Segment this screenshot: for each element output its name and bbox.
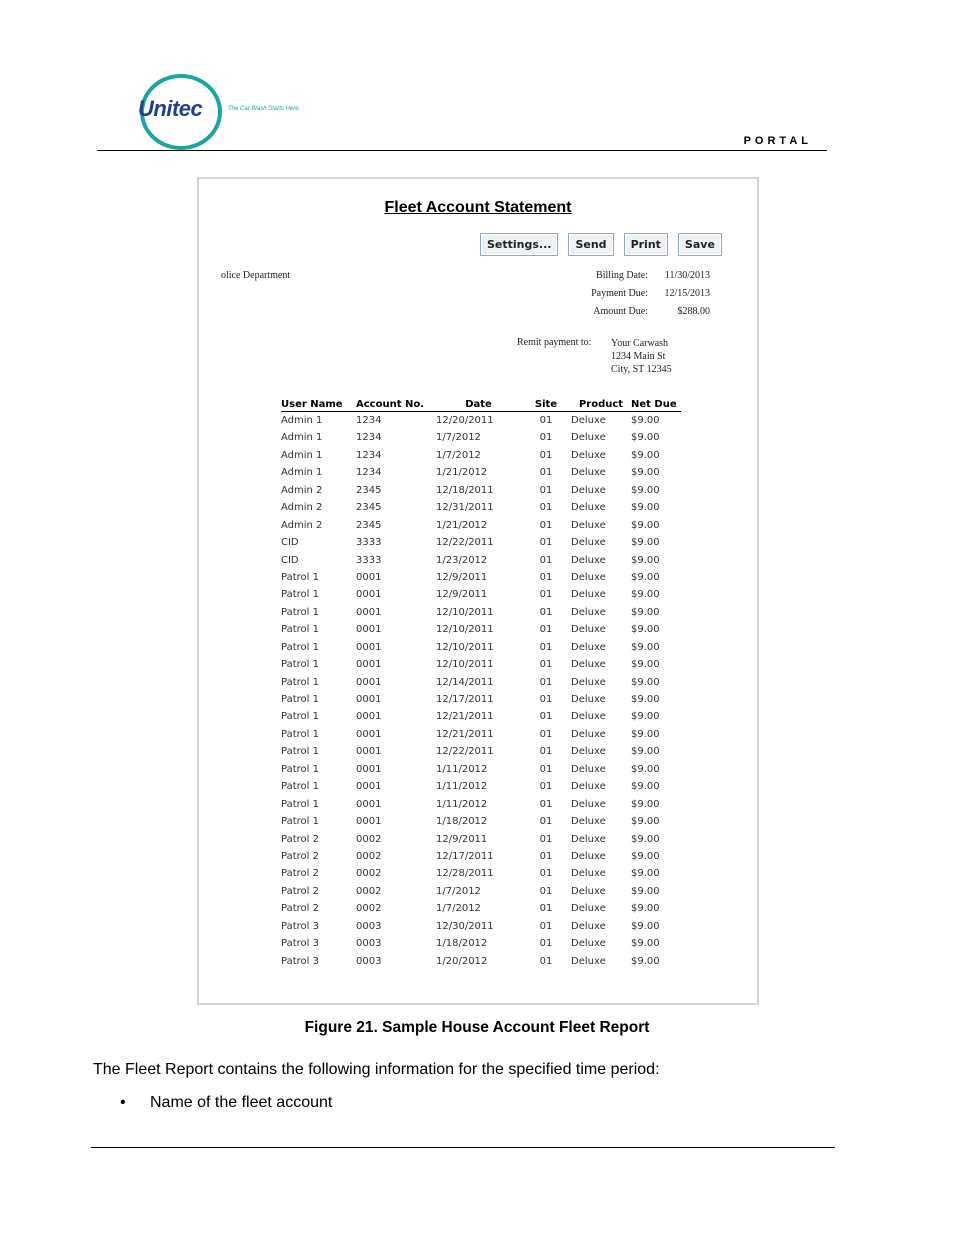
- cell-date: 12/10/2011: [436, 606, 494, 618]
- cell-site: 01: [539, 449, 553, 461]
- header-portal-label: PORTAL: [743, 135, 812, 147]
- transactions-table: [281, 399, 681, 970]
- table-row: [281, 499, 681, 516]
- cell-site: 01: [539, 624, 553, 636]
- cell-user-name: Admin 1: [281, 449, 323, 461]
- cell-net-due: $9.00: [631, 694, 660, 705]
- cell-date: 12/9/2011: [436, 571, 488, 583]
- cell-product: Deluxe: [571, 694, 606, 705]
- cell-site: 01: [539, 711, 553, 723]
- bullet-marker: •: [120, 1094, 126, 1111]
- cell-site: 01: [539, 502, 553, 514]
- table-row: [281, 447, 681, 464]
- cell-net-due: $9.00: [631, 641, 660, 653]
- cell-product: Deluxe: [571, 711, 606, 723]
- cell-net-due: $9.00: [631, 763, 660, 775]
- cell-site: 01: [539, 763, 553, 775]
- cell-site: 01: [539, 676, 553, 688]
- cell-date: 12/10/2011: [436, 641, 494, 653]
- cell-site: 01: [539, 728, 553, 740]
- cell-account-no: 0001: [356, 694, 382, 705]
- cell-date: 12/21/2011: [436, 711, 494, 723]
- cell-account-no: 0001: [356, 589, 382, 601]
- cell-account-no: 0001: [356, 711, 382, 723]
- cell-site: 01: [539, 432, 553, 444]
- cell-net-due: $9.00: [631, 449, 660, 461]
- cell-net-due: $9.00: [631, 606, 660, 618]
- cell-user-name: Patrol 1: [281, 676, 319, 688]
- cell-net-due: $9.00: [631, 798, 660, 810]
- cell-account-no: 0002: [356, 885, 382, 897]
- cell-date: 12/22/2011: [436, 537, 494, 549]
- cell-site: 01: [539, 554, 553, 566]
- cell-site: 01: [539, 833, 553, 845]
- payment-due-label: Payment Due:: [591, 288, 648, 299]
- billing-date-value: 11/30/2013: [664, 270, 710, 281]
- cell-user-name: Patrol 2: [281, 885, 319, 897]
- cell-date: 1/7/2012: [436, 885, 481, 897]
- cell-site: 01: [539, 850, 553, 862]
- cell-date: 12/9/2011: [436, 833, 488, 845]
- cell-site: 01: [539, 519, 553, 531]
- cell-date: 1/11/2012: [436, 763, 488, 775]
- col-site: Site: [534, 399, 558, 410]
- cell-net-due: $9.00: [631, 781, 660, 793]
- cell-net-due: $9.00: [631, 571, 660, 583]
- send-button[interactable]: Send: [568, 233, 613, 256]
- cell-product: Deluxe: [571, 449, 606, 461]
- cell-net-due: $9.00: [631, 484, 660, 496]
- footer-divider: [91, 1147, 835, 1148]
- cell-user-name: Patrol 2: [281, 833, 319, 845]
- billing-date-row: [559, 270, 710, 288]
- cell-date: 1/21/2012: [436, 467, 488, 479]
- cell-site: 01: [539, 920, 553, 932]
- table-row: [281, 935, 681, 952]
- amount-due-label: Amount Due:: [593, 306, 648, 317]
- cell-product: Deluxe: [571, 571, 606, 583]
- cell-user-name: Patrol 1: [281, 606, 319, 618]
- cell-net-due: $9.00: [631, 938, 660, 950]
- cell-user-name: CID: [281, 537, 299, 549]
- cell-site: 01: [539, 484, 553, 496]
- cell-user-name: Patrol 2: [281, 903, 319, 915]
- remit-address-line: City, ST 12345: [611, 364, 672, 375]
- cell-account-no: 3333: [356, 554, 382, 566]
- cell-account-no: 0001: [356, 641, 382, 653]
- cell-site: 01: [539, 868, 553, 880]
- table-row: [281, 586, 681, 603]
- cell-account-no: 0002: [356, 833, 382, 845]
- cell-product: Deluxe: [571, 537, 606, 549]
- table-row: [281, 848, 681, 865]
- table-row: [281, 865, 681, 882]
- cell-date: 12/18/2011: [436, 484, 494, 496]
- cell-account-no: 3333: [356, 537, 382, 549]
- cell-net-due: $9.00: [631, 624, 660, 636]
- cell-site: 01: [539, 903, 553, 915]
- table-row: [281, 656, 681, 673]
- remit-address-line: Your Carwash: [611, 338, 669, 349]
- cell-site: 01: [539, 694, 553, 705]
- statement-toolbar: [480, 233, 722, 256]
- cell-user-name: Patrol 3: [281, 955, 319, 967]
- cell-account-no: 0002: [356, 850, 382, 862]
- table-row: [281, 604, 681, 621]
- cell-user-name: Patrol 1: [281, 624, 319, 636]
- cell-user-name: Patrol 1: [281, 798, 319, 810]
- cell-user-name: Patrol 1: [281, 816, 319, 828]
- cell-user-name: Patrol 1: [281, 694, 319, 705]
- cell-site: 01: [539, 641, 553, 653]
- cell-site: 01: [539, 798, 553, 810]
- remit-label: Remit payment to:: [517, 337, 592, 348]
- cell-user-name: Patrol 1: [281, 746, 319, 758]
- cell-user-name: Patrol 3: [281, 938, 319, 950]
- logo-tagline: The Car Wash Starts Here.: [228, 106, 301, 112]
- cell-product: Deluxe: [571, 606, 606, 618]
- cell-site: 01: [539, 955, 553, 967]
- cell-net-due: $9.00: [631, 711, 660, 723]
- col-user-name: User Name: [281, 399, 343, 410]
- cell-product: Deluxe: [571, 781, 606, 793]
- table-row: [281, 621, 681, 638]
- cell-date: 1/21/2012: [436, 519, 488, 531]
- cell-account-no: 0003: [356, 938, 382, 950]
- table-row: [281, 743, 681, 760]
- cell-net-due: $9.00: [631, 728, 660, 740]
- table-header: [281, 399, 681, 412]
- cell-user-name: Patrol 1: [281, 711, 319, 723]
- cell-product: Deluxe: [571, 641, 606, 653]
- cell-product: Deluxe: [571, 589, 606, 601]
- cell-user-name: Admin 1: [281, 467, 323, 479]
- table-row: [281, 726, 681, 743]
- cell-user-name: Patrol 1: [281, 571, 319, 583]
- cell-net-due: $9.00: [631, 415, 660, 426]
- cell-date: 1/20/2012: [436, 955, 488, 967]
- cell-date: 12/17/2011: [436, 694, 494, 705]
- cell-date: 12/17/2011: [436, 850, 494, 862]
- cell-net-due: $9.00: [631, 746, 660, 758]
- col-date: Date: [465, 399, 492, 410]
- cell-site: 01: [539, 816, 553, 828]
- cell-site: 01: [539, 415, 553, 426]
- cell-date: 12/31/2011: [436, 502, 494, 514]
- cell-date: 1/7/2012: [436, 903, 481, 915]
- cell-product: Deluxe: [571, 484, 606, 496]
- cell-product: Deluxe: [571, 746, 606, 758]
- amount-due-value: $288.00: [677, 306, 710, 317]
- table-row: [281, 552, 681, 569]
- cell-user-name: CID: [281, 554, 299, 566]
- cell-product: Deluxe: [571, 415, 606, 426]
- table-row: [281, 953, 681, 970]
- cell-account-no: 0001: [356, 763, 382, 775]
- cell-net-due: $9.00: [631, 537, 660, 549]
- cell-user-name: Admin 2: [281, 484, 323, 496]
- cell-user-name: Admin 1: [281, 432, 323, 444]
- cell-product: Deluxe: [571, 833, 606, 845]
- table-row: [281, 796, 681, 813]
- cell-account-no: 1234: [356, 467, 382, 479]
- cell-user-name: Patrol 2: [281, 868, 319, 880]
- cell-product: Deluxe: [571, 432, 606, 444]
- table-body: [281, 412, 681, 970]
- remit-address-line: 1234 Main St: [611, 351, 666, 362]
- cell-date: 12/21/2011: [436, 728, 494, 740]
- cell-product: Deluxe: [571, 519, 606, 531]
- bullet-text: Name of the fleet account: [150, 1094, 333, 1111]
- payment-due-value: 12/15/2013: [664, 288, 710, 299]
- cell-user-name: Patrol 2: [281, 850, 319, 862]
- cell-net-due: $9.00: [631, 955, 660, 967]
- table-row: [281, 534, 681, 551]
- save-button[interactable]: Save: [678, 233, 722, 256]
- cell-date: 1/7/2012: [436, 449, 481, 461]
- unitec-logo: [138, 72, 358, 150]
- cell-site: 01: [539, 589, 553, 601]
- cell-date: 12/9/2011: [436, 589, 488, 601]
- table-row: [281, 918, 681, 935]
- table-row: [281, 883, 681, 900]
- cell-user-name: Patrol 3: [281, 920, 319, 932]
- cell-site: 01: [539, 746, 553, 758]
- statement-title: Fleet Account Statement: [384, 199, 572, 216]
- cell-product: Deluxe: [571, 467, 606, 479]
- cell-net-due: $9.00: [631, 467, 660, 479]
- cell-product: Deluxe: [571, 920, 606, 932]
- table-row: [281, 691, 681, 708]
- table-row: [281, 761, 681, 778]
- cell-user-name: Patrol 1: [281, 781, 319, 793]
- table-row: [281, 778, 681, 795]
- statement-screenshot: [197, 177, 759, 1005]
- col-net-due: Net Due: [631, 399, 677, 410]
- cell-user-name: Patrol 1: [281, 589, 319, 601]
- cell-account-no: 0001: [356, 676, 382, 688]
- cell-net-due: $9.00: [631, 519, 660, 531]
- cell-product: Deluxe: [571, 816, 606, 828]
- cell-user-name: Patrol 1: [281, 763, 319, 775]
- cell-product: Deluxe: [571, 885, 606, 897]
- cell-account-no: 2345: [356, 484, 382, 496]
- cell-account-no: 2345: [356, 519, 382, 531]
- cell-date: 12/10/2011: [436, 659, 494, 671]
- cell-date: 12/14/2011: [436, 676, 494, 688]
- cell-product: Deluxe: [571, 868, 606, 880]
- cell-net-due: $9.00: [631, 659, 660, 671]
- logo-wordmark: Unitec: [138, 96, 203, 121]
- cell-site: 01: [539, 537, 553, 549]
- cell-user-name: Patrol 1: [281, 659, 319, 671]
- cell-product: Deluxe: [571, 955, 606, 967]
- cell-product: Deluxe: [571, 676, 606, 688]
- cell-site: 01: [539, 885, 553, 897]
- remit-block: [517, 337, 672, 376]
- cell-site: 01: [539, 571, 553, 583]
- cell-site: 01: [539, 781, 553, 793]
- cell-account-no: 0001: [356, 624, 382, 636]
- cell-account-no: 1234: [356, 415, 382, 426]
- print-button[interactable]: Print: [624, 233, 668, 256]
- cell-date: 12/22/2011: [436, 746, 494, 758]
- table-row: [281, 708, 681, 725]
- body-paragraph: The Fleet Report contains the following information for the specified time period:: [93, 1061, 660, 1078]
- cell-user-name: Admin 2: [281, 519, 323, 531]
- cell-net-due: $9.00: [631, 903, 660, 915]
- cell-user-name: Admin 1: [281, 415, 323, 426]
- cell-user-name: Patrol 1: [281, 641, 319, 653]
- table-row: [281, 464, 681, 481]
- table-row: [281, 412, 681, 429]
- table-row: [281, 831, 681, 848]
- billing-summary: [559, 270, 710, 324]
- cell-account-no: 0001: [356, 606, 382, 618]
- cell-account-no: 0002: [356, 903, 382, 915]
- cell-date: 1/7/2012: [436, 432, 481, 444]
- cell-date: 1/11/2012: [436, 781, 488, 793]
- table-row: [281, 517, 681, 534]
- cell-account-no: 0001: [356, 816, 382, 828]
- cell-net-due: $9.00: [631, 833, 660, 845]
- cell-date: 12/30/2011: [436, 920, 494, 932]
- cell-date: 12/28/2011: [436, 868, 494, 880]
- account-name: olice Department: [221, 270, 291, 281]
- cell-account-no: 0001: [356, 659, 382, 671]
- cell-product: Deluxe: [571, 798, 606, 810]
- cell-account-no: 0001: [356, 571, 382, 583]
- table-row: [281, 639, 681, 656]
- cell-net-due: $9.00: [631, 502, 660, 514]
- cell-net-due: $9.00: [631, 554, 660, 566]
- payment-due-row: [559, 288, 710, 306]
- cell-product: Deluxe: [571, 659, 606, 671]
- cell-product: Deluxe: [571, 624, 606, 636]
- cell-net-due: $9.00: [631, 589, 660, 601]
- cell-net-due: $9.00: [631, 920, 660, 932]
- remit-address: [611, 337, 672, 376]
- amount-due-row: [559, 306, 710, 324]
- cell-date: 12/20/2011: [436, 415, 494, 426]
- cell-account-no: 1234: [356, 432, 382, 444]
- cell-net-due: $9.00: [631, 816, 660, 828]
- cell-account-no: 0003: [356, 920, 382, 932]
- cell-account-no: 0001: [356, 781, 382, 793]
- cell-account-no: 0003: [356, 955, 382, 967]
- settings-button[interactable]: Settings...: [480, 233, 558, 256]
- table-row: [281, 674, 681, 691]
- cell-date: 12/10/2011: [436, 624, 494, 636]
- cell-site: 01: [539, 659, 553, 671]
- cell-site: 01: [539, 938, 553, 950]
- bullet-item: [120, 1094, 332, 1112]
- cell-date: 1/11/2012: [436, 798, 488, 810]
- cell-account-no: 0001: [356, 728, 382, 740]
- cell-net-due: $9.00: [631, 676, 660, 688]
- figure-caption: Figure 21. Sample House Account Fleet Report: [304, 1019, 650, 1036]
- cell-net-due: $9.00: [631, 868, 660, 880]
- cell-date: 1/23/2012: [436, 554, 488, 566]
- table-row: [281, 813, 681, 830]
- header-divider: [97, 150, 827, 151]
- cell-date: 1/18/2012: [436, 938, 488, 950]
- table-row: [281, 900, 681, 917]
- table-row: [281, 482, 681, 499]
- cell-site: 01: [539, 467, 553, 479]
- cell-account-no: 0001: [356, 798, 382, 810]
- cell-product: Deluxe: [571, 502, 606, 514]
- cell-net-due: $9.00: [631, 885, 660, 897]
- cell-product: Deluxe: [571, 850, 606, 862]
- cell-net-due: $9.00: [631, 432, 660, 444]
- billing-date-label: Billing Date:: [596, 270, 648, 281]
- table-row: [281, 569, 681, 586]
- col-product: Product: [578, 399, 624, 410]
- cell-net-due: $9.00: [631, 850, 660, 862]
- cell-product: Deluxe: [571, 938, 606, 950]
- cell-product: Deluxe: [571, 903, 606, 915]
- col-account-no: Account No.: [356, 399, 425, 410]
- cell-product: Deluxe: [571, 763, 606, 775]
- cell-product: Deluxe: [571, 728, 606, 740]
- cell-account-no: 0002: [356, 868, 382, 880]
- cell-account-no: 2345: [356, 502, 382, 514]
- cell-user-name: Patrol 1: [281, 728, 319, 740]
- cell-product: Deluxe: [571, 554, 606, 566]
- table-row: [281, 429, 681, 446]
- cell-date: 1/18/2012: [436, 816, 488, 828]
- cell-site: 01: [539, 606, 553, 618]
- cell-user-name: Admin 2: [281, 502, 323, 514]
- cell-account-no: 1234: [356, 449, 382, 461]
- cell-account-no: 0001: [356, 746, 382, 758]
